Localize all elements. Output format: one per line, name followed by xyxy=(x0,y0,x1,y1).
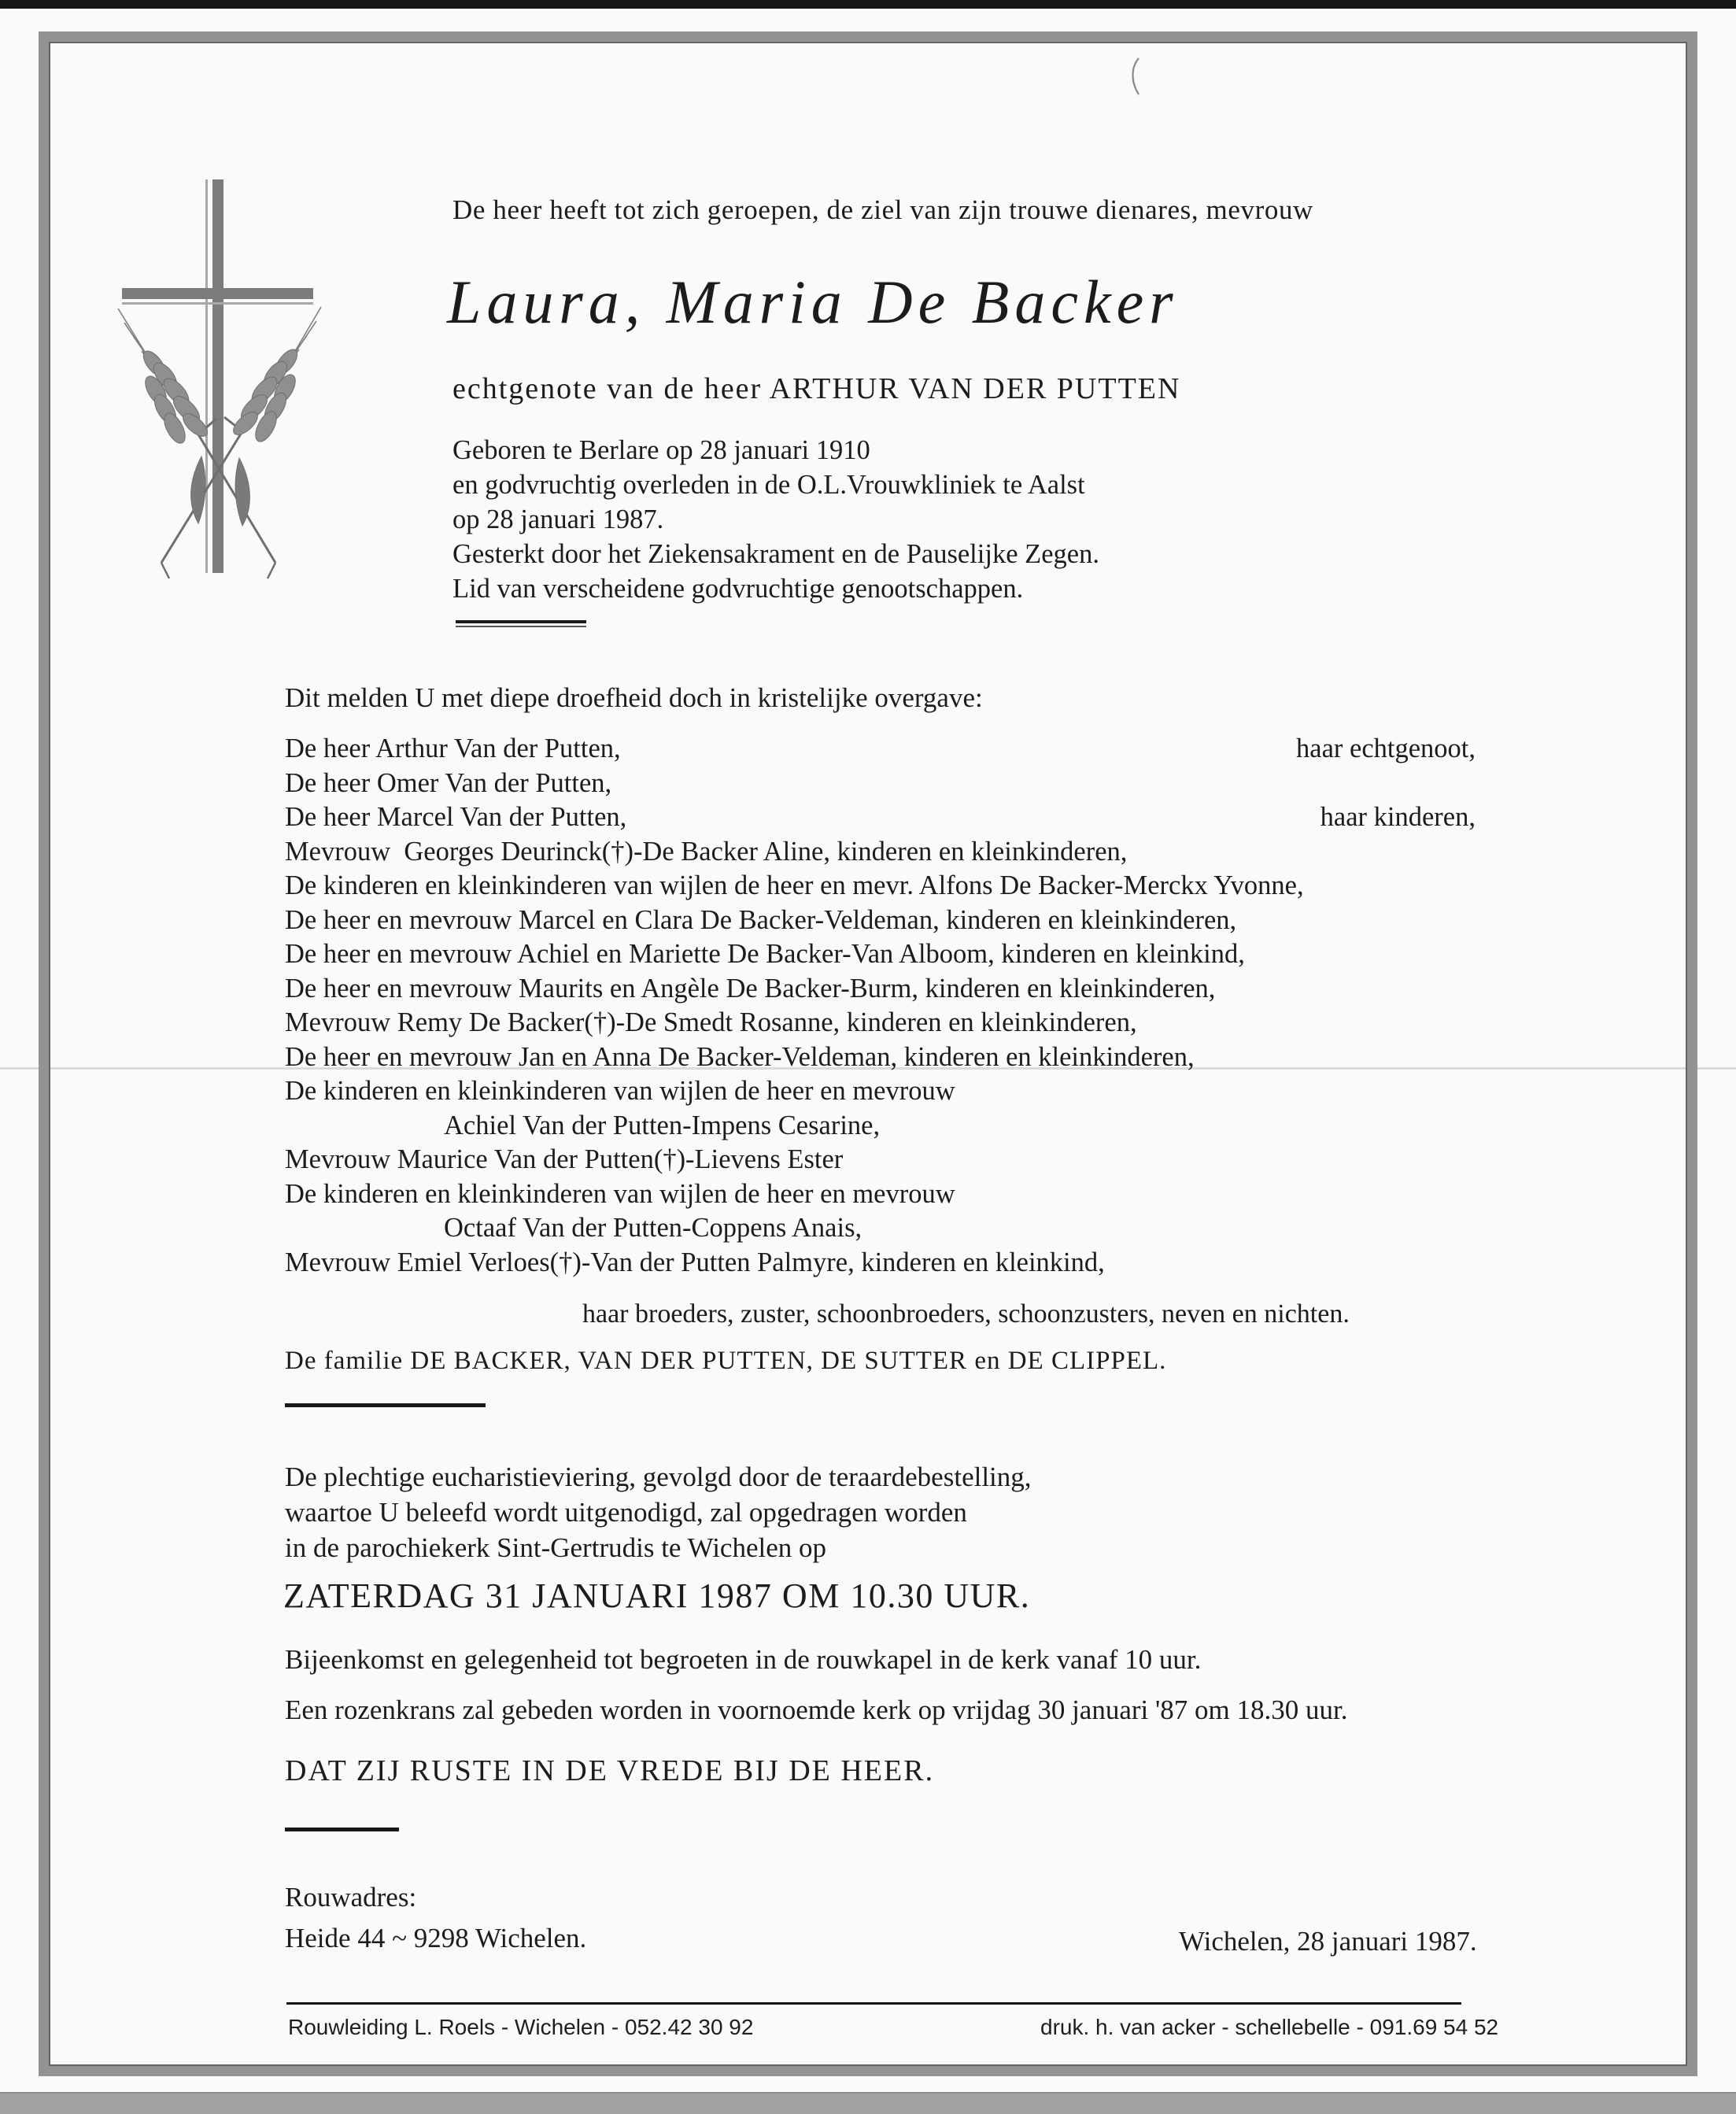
family-row xyxy=(285,1179,1476,1214)
family-row xyxy=(285,802,1476,837)
intro-line: De heer heeft tot zich geroepen, de ziel van zijn trouwe dienares, mevrouw xyxy=(452,194,1313,225)
bio-line: en godvruchtig overleden in de O.L.Vrouwkliniek te Aalst xyxy=(452,470,1085,500)
family-row-text: Mevrouw Remy De Backer(†)-De Smedt Rosanne, kinderen en kleinkinderen, xyxy=(285,1007,1137,1037)
announcement-line: Dit melden U met diepe droefheid doch in kristelijke overgave: xyxy=(285,682,983,713)
family-row xyxy=(285,1007,1476,1042)
separator-rule-1 xyxy=(456,620,586,627)
family-row-text: De heer en mevrouw Maurits en Angèle De Backer-Burm, kinderen en kleinkinderen, xyxy=(285,973,1216,1003)
bio-line: Geboren te Berlare op 28 januari 1910 xyxy=(452,435,870,465)
separator-rule-3 xyxy=(285,1828,399,1831)
family-row xyxy=(285,837,1476,871)
family-row-text: De kinderen en kleinkinderen van wijlen de heer en mevrouw xyxy=(285,1076,955,1106)
family-row-text: De heer Omer Van der Putten, xyxy=(285,767,612,798)
family-row-text: De heer en mevrouw Marcel en Clara De Backer-Veldeman, kinderen en kleinkinderen, xyxy=(285,904,1237,935)
ceremony-block xyxy=(285,1461,1032,1567)
family-row xyxy=(285,1111,1476,1145)
cross-and-wheat-illustration xyxy=(110,126,362,582)
bio-line: Gesterkt door het Ziekensakrament en de Pauselijke Zegen. xyxy=(452,539,1099,569)
family-names-line: De familie DE BACKER, VAN DER PUTTEN, DE SUTTER en DE CLIPPEL. xyxy=(285,1347,1167,1375)
family-row-text: Octaaf Van der Putten-Coppens Anais, xyxy=(444,1213,862,1243)
mourning-address: Heide 44 ~ 9298 Wichelen. xyxy=(285,1923,587,1953)
family-row xyxy=(285,1213,1476,1247)
family-row xyxy=(285,1076,1476,1111)
family-list xyxy=(285,734,1476,1281)
bio-line: Lid van verscheidene godvruchtige genootschappen. xyxy=(452,574,1024,604)
undertaker-credit: Rouwleiding L. Roels - Wichelen - 052.42 30 92 xyxy=(288,2015,754,2039)
gathering-line: Bijeenkomst en gelegenheid tot begroeten in de rouwkapel in de kerk vanaf 10 uur. xyxy=(285,1644,1202,1675)
scan-artifact-squiggle xyxy=(1127,57,1144,98)
relatives-summary: haar broeders, zuster, schoonbroeders, schoonzusters, neven en nichten. xyxy=(582,1299,1350,1329)
ceremony-datetime: ZATERDAG 31 JANUARI 1987 OM 10.30 UUR. xyxy=(283,1576,1031,1615)
ceremony-line: waartoe U beleefd wordt uitgenodigd, zal opgedragen worden xyxy=(285,1497,967,1528)
family-row xyxy=(285,1042,1476,1077)
place-and-date: Wichelen, 28 januari 1987. xyxy=(1179,1926,1477,1957)
family-row-text: De heer en mevrouw Achiel en Mariette De Backer-Van Alboom, kinderen en kleinkind, xyxy=(285,939,1245,969)
family-row-text: De heer Marcel Van der Putten, xyxy=(285,802,627,832)
family-row xyxy=(285,1144,1476,1179)
family-row xyxy=(285,870,1476,905)
family-row-relation-label: haar kinderen, xyxy=(1320,802,1476,832)
family-row-text: Achiel Van der Putten-Impens Cesarine, xyxy=(444,1110,881,1140)
family-row xyxy=(285,974,1476,1008)
footer-rule xyxy=(286,2002,1461,2005)
printer-credit: druk. h. van acker - schellebelle - 091.69 54 52 xyxy=(1040,2015,1499,2039)
family-row-relation-label: haar echtgenoot, xyxy=(1296,734,1476,763)
deceased-name: Laura, Maria De Backer xyxy=(447,268,1179,336)
mourning-address-label: Rouwadres: xyxy=(285,1882,417,1913)
rest-in-peace-line: DAT ZIJ RUSTE IN DE VREDE BIJ DE HEER. xyxy=(285,1754,935,1787)
ceremony-line: in de parochiekerk Sint-Gertrudis te Wichelen op xyxy=(285,1532,827,1563)
family-row xyxy=(285,939,1476,974)
ceremony-line: De plechtige eucharistieviering, gevolgd door de teraardebestelling, xyxy=(285,1462,1032,1492)
family-row xyxy=(285,905,1476,940)
family-row-text: De heer Arthur Van der Putten, xyxy=(285,734,621,763)
scan-edge-top xyxy=(0,0,1736,9)
scan-edge-bottom xyxy=(0,2092,1736,2114)
spouse-line: echtgenote van de heer ARTHUR VAN DER PUTTEN xyxy=(452,372,1181,405)
family-row-text: De heer en mevrouw Jan en Anna De Backer-Veldeman, kinderen en kleinkinderen, xyxy=(285,1041,1195,1072)
bio-line: op 28 januari 1987. xyxy=(452,504,664,534)
family-row xyxy=(285,768,1476,803)
family-row-text: De kinderen en kleinkinderen van wijlen de heer en mevrouw xyxy=(285,1178,955,1209)
family-row-text: Mevrouw Maurice Van der Putten(†)-Lievens Ester xyxy=(285,1144,844,1174)
family-row xyxy=(285,1247,1476,1282)
separator-rule-2 xyxy=(285,1403,486,1407)
family-row-text: Mevrouw Georges Deurinck(†)-De Backer Aline, kinderen en kleinkinderen, xyxy=(285,836,1128,867)
family-row-text: De kinderen en kleinkinderen van wijlen de heer en mevr. Alfons De Backer-Merckx Yvonne, xyxy=(285,870,1304,900)
family-row xyxy=(285,734,1476,768)
rosary-line: Een rozenkrans zal gebeden worden in voornoemde kerk op vrijdag 30 januari '87 om 18.30 uur. xyxy=(285,1695,1348,1725)
family-row-text: Mevrouw Emiel Verloes(†)-Van der Putten Palmyre, kinderen en kleinkind, xyxy=(285,1247,1105,1277)
biography-block xyxy=(452,434,1099,608)
